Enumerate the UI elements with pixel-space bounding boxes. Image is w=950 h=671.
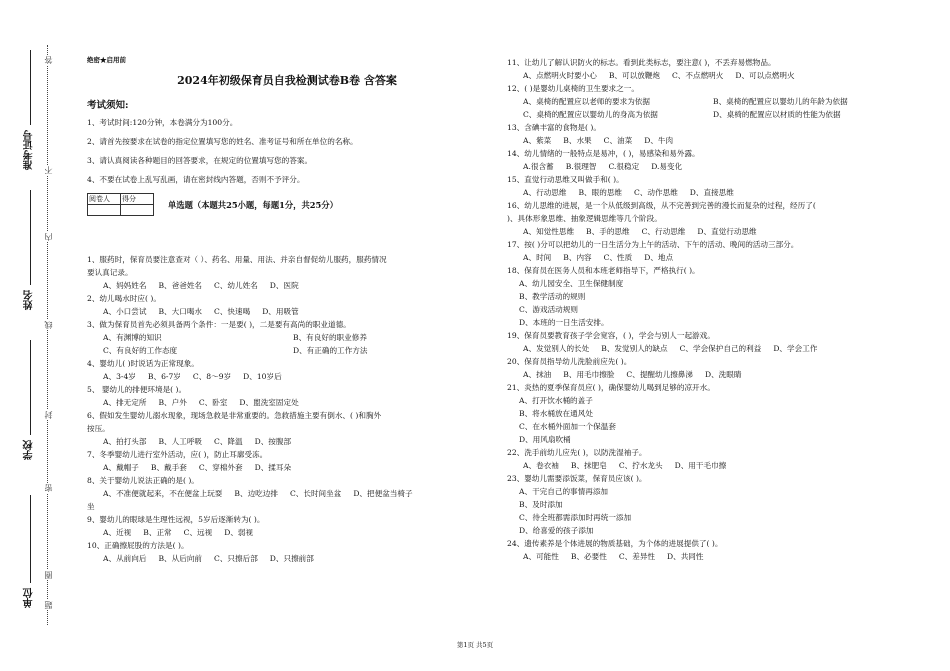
question bbox=[87, 539, 487, 565]
answer-option[interactable]: D、用风扇吹桶 bbox=[519, 435, 571, 444]
answer-option[interactable]: A、拍打头部 bbox=[103, 437, 147, 446]
question-stem: 9、婴幼儿的眼球是生理性远视，5岁后逐渐转为( )。 bbox=[87, 515, 265, 524]
answer-option[interactable]: A、抹油 bbox=[523, 370, 552, 379]
answer-option[interactable]: B、人工呼吸 bbox=[158, 437, 203, 446]
question bbox=[507, 446, 927, 472]
question bbox=[507, 56, 927, 82]
score-table-score: 得分 bbox=[121, 194, 154, 205]
answer-option[interactable]: C、降温 bbox=[214, 437, 243, 446]
answer-option[interactable]: C、远视 bbox=[183, 528, 213, 537]
notice-item: 4、不要在试卷上乱写乱画，请在密封线内答题，否则不予评分。 bbox=[87, 175, 305, 184]
notice-item: 3、请认真阅读各种题目的回答要求，在规定的位置填写您的答案。 bbox=[87, 156, 313, 165]
question-stem-continued: 要认真记录。 bbox=[87, 268, 133, 277]
answer-option[interactable]: A、小口尝试 bbox=[103, 307, 147, 316]
score-cell[interactable] bbox=[121, 205, 154, 216]
answer-option[interactable]: D、按腹部 bbox=[254, 437, 292, 446]
score-table-grader: 阅卷人 bbox=[88, 194, 121, 205]
answer-option-row bbox=[87, 370, 487, 383]
answer-option[interactable]: C、性质 bbox=[603, 253, 633, 262]
answer-option[interactable]: D、弱视 bbox=[224, 528, 254, 537]
question bbox=[507, 199, 927, 238]
answer-option[interactable]: D、有正确的工作方法 bbox=[293, 346, 368, 355]
answer-option[interactable]: C、快速喝 bbox=[214, 307, 251, 316]
name-label: 姓名 bbox=[24, 290, 35, 310]
left-question-list bbox=[87, 253, 487, 565]
seal-char: 圈 bbox=[44, 571, 53, 579]
question-stem: 21、炎热的夏季保育员应( )，确保婴幼儿喝到足够的凉开水。 bbox=[507, 383, 715, 392]
answer-option[interactable]: C、不点燃明火 bbox=[671, 71, 724, 80]
answer-option[interactable]: A、戴帽子 bbox=[103, 463, 139, 472]
answer-option-row bbox=[507, 134, 927, 147]
answer-option[interactable]: D、地点 bbox=[644, 253, 674, 262]
question-stem-continued: )、具体形象思维、抽象逻辑思维等几个阶段。 bbox=[507, 214, 662, 223]
answer-option[interactable]: B、发觉别人的缺点 bbox=[601, 344, 668, 353]
answer-option[interactable]: B、桌椅的配置应以婴幼儿的年龄为依据 bbox=[713, 97, 848, 106]
answer-option-row bbox=[507, 69, 927, 82]
answer-option-row bbox=[87, 305, 487, 318]
answer-option[interactable]: B、戴手套 bbox=[150, 463, 187, 472]
answer-option[interactable]: A、行动思维 bbox=[523, 188, 567, 197]
answer-option[interactable]: B、水果 bbox=[563, 136, 592, 145]
answer-option[interactable]: D、给喜爱的孩子添加 bbox=[519, 526, 594, 535]
notice-heading: 考试须知: bbox=[87, 100, 129, 111]
question-stem: 3、做为保育员首先必须具备两个条件：一是要( )，二是要有高尚的职业道德。 bbox=[87, 320, 351, 329]
answer-option[interactable]: C、桌椅的配置应以婴幼儿的身高为依据 bbox=[523, 110, 658, 119]
answer-option[interactable]: A、打开饮水桶的盖子 bbox=[519, 396, 593, 405]
seal-dotted-line bbox=[47, 45, 48, 625]
answer-option-row bbox=[507, 550, 927, 563]
answer-option[interactable]: D、把便盆当椅子 bbox=[353, 489, 413, 498]
question bbox=[87, 409, 487, 448]
seal-char: 内 bbox=[44, 233, 53, 241]
answer-option[interactable]: C、8～9岁 bbox=[192, 372, 232, 381]
answer-option[interactable]: A、点燃明火时要小心 bbox=[523, 71, 597, 80]
question bbox=[507, 472, 927, 537]
answer-option[interactable]: D、盥洗室固定处 bbox=[239, 398, 299, 407]
question-stem: 16、幼儿思维的进展，是一个从低级到高级，从不完善到完善的漫长而复杂的过程，经历了( bbox=[507, 201, 816, 210]
answer-option[interactable]: A、幼儿园安全、卫生保健制度 bbox=[519, 279, 624, 288]
score-cell[interactable] bbox=[88, 205, 121, 216]
student-id-line bbox=[30, 50, 31, 125]
question-stem: 22、洗手前幼儿应先( )，以防洗湿袖子。 bbox=[507, 448, 647, 457]
answer-option[interactable]: C、有良好的工作态度 bbox=[103, 346, 178, 355]
answer-option[interactable]: A.很含蓄 bbox=[523, 162, 554, 171]
answer-option[interactable]: B、户外 bbox=[158, 398, 187, 407]
answer-option-row bbox=[87, 331, 487, 344]
answer-option[interactable]: C、游戏活动规则 bbox=[519, 305, 578, 314]
answer-option[interactable]: A、卷衣袖 bbox=[523, 461, 559, 470]
question bbox=[507, 121, 927, 147]
secret-mark: 绝密★启用前 bbox=[87, 56, 126, 64]
answer-option-row bbox=[87, 461, 487, 474]
answer-option[interactable]: D、医院 bbox=[269, 281, 299, 290]
answer-option-row bbox=[507, 251, 927, 264]
question-stem: 17、按( )分可以把幼儿的一日生活分为上午的活动、下午的活动、晚间的活动三部分。 bbox=[507, 240, 799, 249]
question bbox=[507, 537, 927, 563]
answer-option[interactable]: A、时间 bbox=[523, 253, 552, 262]
answer-option[interactable]: A、近视 bbox=[103, 528, 132, 537]
question-stem: 1、服药时，保育员要注意查对（ ）、药名、用量、用法、并亲自督促幼儿服药，服药情况 bbox=[87, 255, 387, 264]
school-line bbox=[30, 340, 31, 435]
answer-option[interactable]: C、穿棉外套 bbox=[198, 463, 243, 472]
question-stem: 4、婴幼儿( )时说话为正常现象。 bbox=[87, 359, 199, 368]
answer-option[interactable]: C、差异性 bbox=[618, 552, 656, 561]
question bbox=[87, 383, 487, 409]
question bbox=[87, 474, 487, 513]
unit-line bbox=[30, 495, 31, 583]
seal-char: 不 bbox=[44, 166, 53, 174]
answer-option[interactable]: C、行动思维 bbox=[641, 227, 686, 236]
answer-option[interactable]: C、卧室 bbox=[198, 398, 228, 407]
notice-item: 1、考试时间:120分钟，本卷满分为100分。 bbox=[87, 118, 238, 127]
answer-option[interactable]: D、揉耳朵 bbox=[254, 463, 292, 472]
question bbox=[87, 448, 487, 474]
answer-option[interactable]: D、直觉行动思维 bbox=[697, 227, 757, 236]
answer-option[interactable]: B、大口喝水 bbox=[158, 307, 203, 316]
answer-option-row bbox=[87, 279, 487, 292]
question bbox=[507, 329, 927, 355]
question bbox=[507, 82, 927, 121]
answer-option[interactable]: D、桌椅的配置应以材质的性能为依据 bbox=[713, 110, 841, 119]
answer-option[interactable]: A、发觉别人的长处 bbox=[523, 344, 590, 353]
section-heading: 单选题（本题共25小题，每题1分，共25分） bbox=[168, 200, 338, 210]
answer-option[interactable]: B、及时添加 bbox=[519, 500, 563, 509]
answer-option-row bbox=[507, 108, 927, 121]
answer-option[interactable]: B、教学活动的规则 bbox=[519, 292, 586, 301]
answer-option[interactable]: D、直接思维 bbox=[689, 188, 734, 197]
question-stem: 20、保育员指导幼儿洗脸前应先( )。 bbox=[507, 357, 632, 366]
answer-option[interactable]: D、可以点燃明火 bbox=[735, 71, 795, 80]
answer-option[interactable]: D、学会工作 bbox=[773, 344, 818, 353]
answer-option[interactable]: B、内容 bbox=[563, 253, 592, 262]
answer-option[interactable]: A、妈妈姓名 bbox=[103, 281, 147, 290]
answer-option[interactable]: B、有良好的职业修养 bbox=[293, 333, 367, 342]
answer-option[interactable]: B、可以放鞭炮 bbox=[608, 71, 660, 80]
question-stem: 24、遗传素养是个体进展的物质基础，为个体的进展提供了( )。 bbox=[507, 539, 723, 548]
question-stem: 14、幼儿情绪的一般特点是易冲，( )，易感染和易外露。 bbox=[507, 149, 700, 158]
answer-option[interactable]: B、抹肥皂 bbox=[570, 461, 607, 470]
question-stem: 23、婴幼儿需要添饭菜，保育员应该( )。 bbox=[507, 474, 647, 483]
answer-option[interactable]: B、从后向前 bbox=[158, 554, 203, 563]
exam-title: 2024年初级保育员自我检测试卷B卷 含答案 bbox=[177, 74, 397, 87]
left-column bbox=[87, 56, 487, 565]
answer-option[interactable]: B、手的思维 bbox=[586, 227, 630, 236]
page-footer: 第1页 共5页 bbox=[456, 641, 494, 649]
right-question-list bbox=[507, 56, 927, 563]
question-stem: 15、直觉行动思维又叫做手和( )。 bbox=[507, 175, 624, 184]
student-id-label: 准考证号 bbox=[24, 130, 35, 170]
seal-char: 题 bbox=[44, 601, 53, 609]
answer-option[interactable]: B、正常 bbox=[143, 528, 172, 537]
school-label: 学校 bbox=[24, 440, 35, 460]
answer-option-row bbox=[507, 225, 927, 238]
answer-option[interactable]: D.易变化 bbox=[651, 162, 683, 171]
question bbox=[87, 513, 487, 539]
answer-option-row bbox=[87, 344, 487, 357]
answer-option[interactable]: C、油菜 bbox=[603, 136, 633, 145]
answer-option[interactable]: C、幼儿姓名 bbox=[214, 281, 258, 290]
question bbox=[507, 264, 927, 329]
question-stem: 18、保育员在医务人员和本班老师指导下，严格执行( )。 bbox=[507, 266, 700, 275]
answer-option[interactable]: A、干完自己的事情再添加 bbox=[519, 487, 609, 496]
answer-option[interactable]: D、10岁后 bbox=[243, 372, 282, 381]
answer-option[interactable]: A、可能性 bbox=[523, 552, 559, 561]
answer-option[interactable]: A、有渊博的知识 bbox=[103, 333, 162, 342]
seal-char: 密 bbox=[44, 484, 53, 492]
answer-option[interactable]: D、洗眼睛 bbox=[704, 370, 742, 379]
question bbox=[87, 357, 487, 383]
answer-option[interactable]: C、待全班都需添加时再统一添加 bbox=[519, 513, 632, 522]
answer-option[interactable]: B、用毛巾擦脸 bbox=[563, 370, 615, 379]
seal-char: 线 bbox=[44, 321, 53, 329]
unit-label: 单位 bbox=[24, 588, 35, 608]
question bbox=[507, 238, 927, 264]
answer-option[interactable]: B、边吃边排 bbox=[234, 489, 278, 498]
question-stem: 7、冬季婴幼儿进行室外活动，应( )，防止耳廓受冻。 bbox=[87, 450, 268, 459]
question-stem: 8、关于婴幼儿说法正确的是( )。 bbox=[87, 476, 199, 485]
question-stem: 5、 婴幼儿的排便环境是( )。 bbox=[87, 385, 187, 394]
answer-option[interactable]: D、牛肉 bbox=[644, 136, 674, 145]
answer-option[interactable]: D、用干毛巾擦 bbox=[674, 461, 727, 470]
binding-margin bbox=[0, 0, 70, 671]
answer-option[interactable]: C、在水桶外面加一个保温套 bbox=[519, 422, 616, 431]
question-stem: 2、幼儿喝水时应( )。 bbox=[87, 294, 161, 303]
answer-option[interactable]: A、3-4岁 bbox=[103, 372, 136, 381]
score-table bbox=[87, 193, 154, 216]
question bbox=[87, 318, 487, 357]
question bbox=[507, 381, 927, 446]
answer-option-row bbox=[507, 342, 927, 355]
answer-option[interactable]: B、必要性 bbox=[570, 552, 607, 561]
answer-option-row bbox=[507, 368, 927, 381]
answer-option[interactable]: C、提醒幼儿擦鼻涕 bbox=[626, 370, 693, 379]
answer-option[interactable]: A、从前向后 bbox=[103, 554, 147, 563]
question bbox=[87, 292, 487, 318]
answer-option[interactable]: C.很稳定 bbox=[608, 162, 640, 171]
answer-option[interactable]: A、排无定所 bbox=[103, 398, 147, 407]
notice-item: 2、请首先按要求在试卷的指定位置填写您的姓名、准考证号和所在单位的名称。 bbox=[87, 137, 358, 146]
answer-option[interactable]: D、本班的一日生活安排。 bbox=[519, 318, 609, 327]
answer-option[interactable]: D、只擦前部 bbox=[269, 554, 314, 563]
question bbox=[507, 355, 927, 381]
answer-option[interactable]: A、紫菜 bbox=[523, 136, 552, 145]
answer-option-row bbox=[507, 160, 927, 173]
answer-option[interactable]: B、眼的思维 bbox=[578, 188, 623, 197]
answer-option-row bbox=[87, 396, 487, 409]
answer-option[interactable]: B、爸爸姓名 bbox=[158, 281, 203, 290]
answer-option-row bbox=[87, 487, 487, 500]
answer-option[interactable]: A、知觉性思维 bbox=[523, 227, 575, 236]
answer-option-row bbox=[507, 459, 927, 472]
answer-option-row bbox=[87, 526, 487, 539]
answer-option[interactable]: C、动作思维 bbox=[634, 188, 678, 197]
seal-char: 封 bbox=[44, 411, 53, 419]
answer-option-row bbox=[87, 552, 487, 565]
question-stem: 13、含碘丰富的食物是( )。 bbox=[507, 123, 601, 132]
answer-option[interactable]: B、将水桶放在通风处 bbox=[519, 409, 593, 418]
question-stem: 6、假如发生婴幼儿溺水现象，现场急救是非常重要的。急救措施主要有倒水、( )和胸外 bbox=[87, 411, 382, 420]
answer-option[interactable]: C、只擦后部 bbox=[214, 554, 258, 563]
name-line bbox=[30, 190, 31, 285]
question-stem: 19、保育员要教育孩子学会宽容，( )，学会与别人一起游戏。 bbox=[507, 331, 715, 340]
question-stem: 12、( )是婴幼儿桌椅的卫生要求之一。 bbox=[507, 84, 639, 93]
score-area bbox=[87, 193, 487, 219]
answer-option[interactable]: B、6-7岁 bbox=[147, 372, 181, 381]
answer-option-row bbox=[87, 435, 487, 448]
answer-option[interactable]: D、用吸管 bbox=[262, 307, 299, 316]
answer-option[interactable]: C、拧水龙头 bbox=[618, 461, 663, 470]
question-stem-continued: 按压。 bbox=[87, 424, 110, 433]
question-option-continued: 坐 bbox=[87, 502, 95, 511]
question bbox=[87, 253, 487, 292]
answer-option[interactable]: C、学会保护自己的利益 bbox=[679, 344, 762, 353]
question bbox=[507, 147, 927, 173]
right-column bbox=[507, 56, 927, 563]
answer-option[interactable]: C、长时间坐盆 bbox=[289, 489, 342, 498]
answer-option-row bbox=[507, 95, 927, 108]
answer-option[interactable]: B.很理智 bbox=[565, 162, 597, 171]
seal-char: 答 bbox=[44, 56, 53, 64]
answer-option-row bbox=[507, 186, 927, 199]
answer-option[interactable]: A、桌椅的配置应以老师的要求为依据 bbox=[523, 97, 650, 106]
question-stem: 11、让幼儿了解认识防火的标志。看到此类标志，要注意( )，不丢弃易燃物品。 bbox=[507, 58, 776, 67]
answer-option[interactable]: A、不准便就起来，不在便盆上玩耍 bbox=[103, 489, 223, 498]
question-stem: 10、正确擦屁股的方法是( )。 bbox=[87, 541, 189, 550]
answer-option[interactable]: D、共同性 bbox=[667, 552, 704, 561]
question bbox=[507, 173, 927, 199]
